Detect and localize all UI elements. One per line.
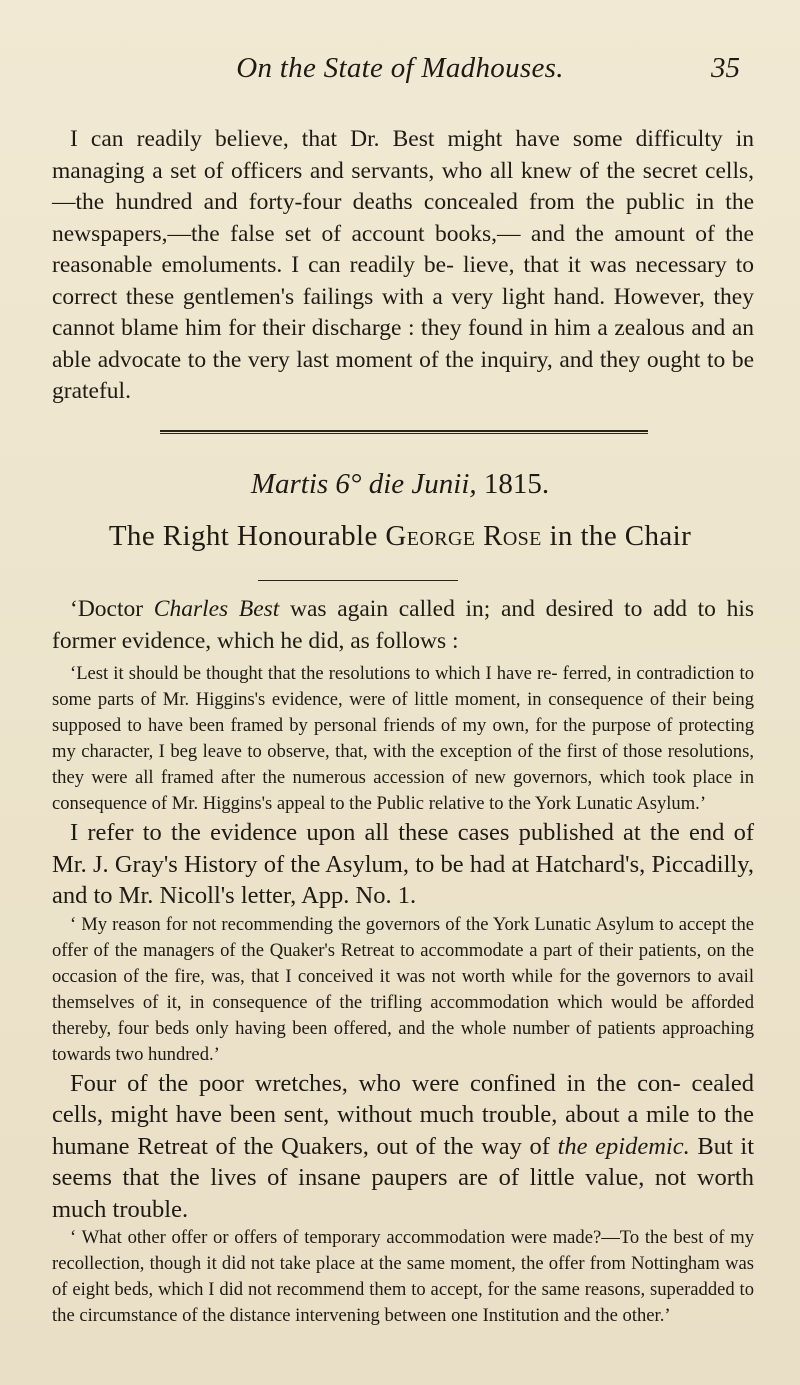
comment-2-after: But it seems that the lives of insane paupers are of little value, not worth much trouble. <box>52 1132 755 1223</box>
author-comment-1: I refer to the evidence upon all these cases published at the end of Mr. J. Gray's History of the Asylum, to be had at Hatchard's, Piccadilly, and to Mr. Nicoll's letter, App. No. 1. <box>52 819 754 909</box>
witness-open: ‘Doctor <box>70 596 144 622</box>
witness-rest: was again called in; and desired to add to his former evidence, which he did, as follows : <box>52 596 754 654</box>
section-divider-rule <box>160 430 648 434</box>
session-date <box>0 468 800 501</box>
chair-name: George Rose <box>385 520 542 552</box>
chair-line <box>0 520 800 553</box>
running-head-title: On the State of Madhouses. <box>236 52 564 84</box>
evidence-quote-3: ‘ What other offer or offers of temporary accommodation were made?—To the best of my recollection, though it did not take place at the same moment, the offer from Nottingham was of eight beds, which I did not recommend them to accept, for the same reasons, superadded to the circumstance of the distance intervening between one Institution and the other.’ <box>52 1227 754 1326</box>
page-number: 35 <box>711 52 740 84</box>
author-comment-2 <box>52 1068 754 1226</box>
comment-2-before: Four of the poor wretches, who were confined in the con- cealed cells, might have been sent, without much trouble, about a mile to the humane Retreat of the Quakers, out of the way of <box>52 1069 754 1160</box>
main-text <box>52 594 754 1329</box>
opening-paragraph-text: I can readily believe, that Dr. Best might have some difficulty in managing a set of officers and servants, who all knew of the secret cells,—the hundred and forty-four deaths concealed from the public in the newspapers,—the false set of account books,— and the amount of the reasonable emoluments. I can readily be- lieve, that it was necessary to correct these gentlemen's failings with a very light hand. However, they cannot blame him for their discharge : they found in him a zealous and an able advocate to the very last moment of the inquiry, and they ought to be grateful. <box>52 126 754 404</box>
witness-name: Charles Best <box>153 596 280 622</box>
short-divider-rule <box>258 580 458 581</box>
chair-suffix: in the Chair <box>549 520 692 552</box>
evidence-quote-2: ‘ My reason for not recommending the governors of the York Lunatic Asylum to accept the offer of the managers of the Quaker's Retreat to accommodate a part of their patients, on the occasion of the fire, was, that I conceived it was not worth while for the governors to avail themselves of it, in consequence of the trifling accommodation which would be afforded thereby, four beds only having been offered, and the whole number of patients approaching towards two hundred.’ <box>52 913 754 1065</box>
comment-2-italic: the epidemic. <box>557 1132 690 1160</box>
session-year: 1815. <box>483 468 550 500</box>
opening-paragraph <box>52 124 754 408</box>
evidence-quote-1: ‘Lest it should be thought that the resolutions to which I have re- ferred, in contradiction to some parts of Mr. Higgins's evidence, were of little moment, in consequence of their being supposed to have been framed by personal friends of my own, for the purpose of protecting my character, I beg leave to observe, that, with the exception of the first of those resolutions, they were all framed after the numerous accession of new governors, which took place in consequence of Mr. Higgins's appeal to the Public relative to the York Lunatic Asylum.’ <box>52 663 754 814</box>
chair-prefix: The Right Honourable <box>108 520 378 552</box>
running-head <box>0 52 800 92</box>
session-date-text: Martis 6° die Junii, <box>250 468 477 500</box>
witness-intro <box>52 594 754 657</box>
